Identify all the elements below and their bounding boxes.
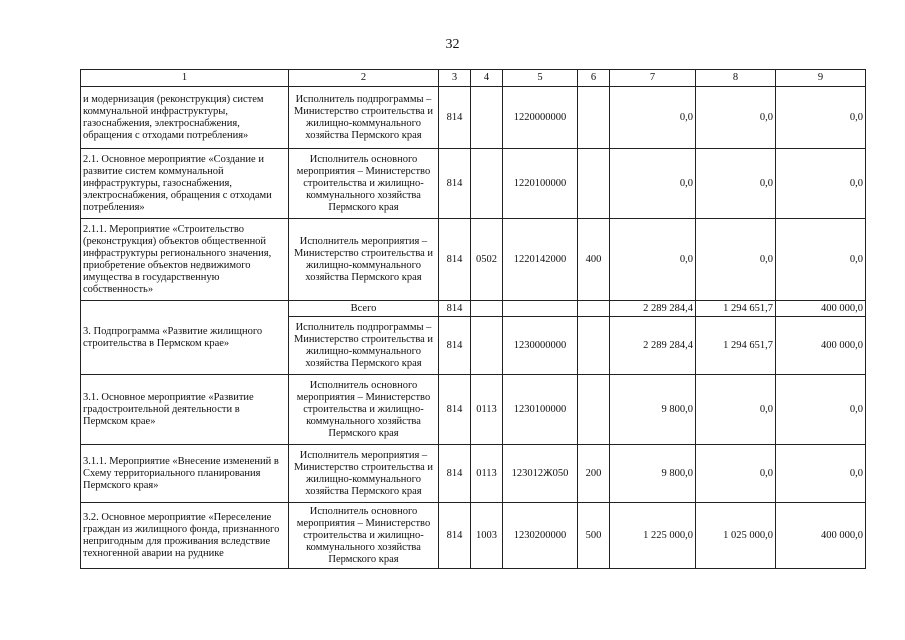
- year2-amount-cell: 1 025 000,0: [696, 503, 776, 569]
- executor-cell: Исполнитель основного мероприятия – Министерство строительства и жилищно-коммунального хозяйства Пермского края: [289, 149, 439, 219]
- year2-amount-cell: 1 294 651,7: [696, 317, 776, 375]
- year1-amount-cell: 9 800,0: [610, 375, 696, 445]
- grbs-cell: 814: [439, 149, 471, 219]
- rzpr-cell: 0113: [471, 375, 503, 445]
- executor-cell: Исполнитель мероприятия – Министерство строительства и жилищно-коммунального хозяйства Пермского края: [289, 445, 439, 503]
- grbs-cell: 814: [439, 301, 471, 317]
- year1-amount-cell: 0,0: [610, 149, 696, 219]
- vr-cell: 500: [578, 503, 610, 569]
- vr-cell: [578, 317, 610, 375]
- vr-cell: 400: [578, 219, 610, 301]
- csr-cell: 1220100000: [503, 149, 578, 219]
- year2-amount-cell: 1 294 651,7: [696, 301, 776, 317]
- year1-amount-cell: 2 289 284,4: [610, 317, 696, 375]
- year1-amount-cell: 1 225 000,0: [610, 503, 696, 569]
- table-row: [81, 503, 866, 569]
- grbs-cell: 814: [439, 219, 471, 301]
- csr-cell: 1230200000: [503, 503, 578, 569]
- column-header: 5: [503, 70, 578, 87]
- table-row-total: [81, 301, 866, 317]
- table-row: [81, 87, 866, 149]
- year1-amount-cell: 0,0: [610, 87, 696, 149]
- executor-cell: Всего: [289, 301, 439, 317]
- column-header: 2: [289, 70, 439, 87]
- year2-amount-cell: 0,0: [696, 87, 776, 149]
- vr-cell: 200: [578, 445, 610, 503]
- grbs-cell: 814: [439, 87, 471, 149]
- item-name-cell: и модернизация (реконструкция) систем коммунальной инфраструктуры, газоснабжения, электроснабжения, обращения с отходами потребления»: [81, 87, 289, 149]
- page-number: 32: [445, 37, 460, 52]
- item-name-cell: 3.2. Основное мероприятие «Переселение граждан из жилищного фонда, признанного непригодным для проживания вследствие техногенной аварии на руднике: [81, 503, 289, 569]
- item-name-cell: 3.1.1. Мероприятие «Внесение изменений в Схему территориального планирования Пермского края»: [81, 445, 289, 503]
- csr-cell: 1230000000: [503, 317, 578, 375]
- column-header: 7: [610, 70, 696, 87]
- executor-cell: Исполнитель основного мероприятия – Министерство строительства и жилищно-коммунального хозяйства Пермского края: [289, 503, 439, 569]
- rzpr-cell: 0113: [471, 445, 503, 503]
- year3-amount-cell: 0,0: [776, 375, 866, 445]
- vr-cell: [578, 149, 610, 219]
- year3-amount-cell: 0,0: [776, 149, 866, 219]
- vr-cell: [578, 375, 610, 445]
- year2-amount-cell: 0,0: [696, 375, 776, 445]
- year1-amount-cell: 0,0: [610, 219, 696, 301]
- column-header: 4: [471, 70, 503, 87]
- year3-amount-cell: 400 000,0: [776, 317, 866, 375]
- executor-cell: Исполнитель мероприятия – Министерство строительства и жилищно-коммунального хозяйства Пермского края: [289, 219, 439, 301]
- column-header: 8: [696, 70, 776, 87]
- csr-cell: 1220000000: [503, 87, 578, 149]
- grbs-cell: 814: [439, 317, 471, 375]
- rzpr-cell: 1003: [471, 503, 503, 569]
- rzpr-cell: [471, 149, 503, 219]
- rzpr-cell: [471, 317, 503, 375]
- csr-cell: [503, 301, 578, 317]
- grbs-cell: 814: [439, 445, 471, 503]
- grbs-cell: 814: [439, 503, 471, 569]
- table-row: [81, 445, 866, 503]
- vr-cell: [578, 87, 610, 149]
- grbs-cell: 814: [439, 375, 471, 445]
- column-header: 9: [776, 70, 866, 87]
- item-name-cell: 2.1.1. Мероприятие «Строительство (реконструкция) объектов общественной инфраструктуры регионального значения, приобретение объектов недвижимого имущества в государственную собственность»: [81, 219, 289, 301]
- year3-amount-cell: 0,0: [776, 219, 866, 301]
- column-header: 6: [578, 70, 610, 87]
- column-header: 1: [81, 70, 289, 87]
- budget-table: [80, 69, 866, 569]
- csr-cell: 123012Ж050: [503, 445, 578, 503]
- table-row: [81, 219, 866, 301]
- item-name-cell: 3.1. Основное мероприятие «Развитие градостроительной деятельности в Пермском крае»: [81, 375, 289, 445]
- vr-cell: [578, 301, 610, 317]
- executor-cell: Исполнитель подпрограммы – Министерство строительства и жилищно-коммунального хозяйства Пермского края: [289, 87, 439, 149]
- table-row: [81, 375, 866, 445]
- csr-cell: 1230100000: [503, 375, 578, 445]
- table-row: [81, 149, 866, 219]
- table-header-row: [81, 70, 866, 87]
- year3-amount-cell: 400 000,0: [776, 301, 866, 317]
- year1-amount-cell: 2 289 284,4: [610, 301, 696, 317]
- year3-amount-cell: 0,0: [776, 87, 866, 149]
- year2-amount-cell: 0,0: [696, 219, 776, 301]
- year3-amount-cell: 0,0: [776, 445, 866, 503]
- year2-amount-cell: 0,0: [696, 149, 776, 219]
- executor-cell: Исполнитель подпрограммы – Министерство строительства и жилищно-коммунального хозяйства Пермского края: [289, 317, 439, 375]
- year2-amount-cell: 0,0: [696, 445, 776, 503]
- column-header: 3: [439, 70, 471, 87]
- rzpr-cell: [471, 301, 503, 317]
- rzpr-cell: [471, 87, 503, 149]
- item-name-cell: 3. Подпрограмма «Развитие жилищного строительства в Пермском крае»: [81, 301, 289, 375]
- rzpr-cell: 0502: [471, 219, 503, 301]
- year1-amount-cell: 9 800,0: [610, 445, 696, 503]
- year3-amount-cell: 400 000,0: [776, 503, 866, 569]
- item-name-cell: 2.1. Основное мероприятие «Создание и развитие систем коммунальной инфраструктуры, газоснабжения, электроснабжения, обращения с отходами потребления»: [81, 149, 289, 219]
- executor-cell: Исполнитель основного мероприятия – Министерство строительства и жилищно-коммунального хозяйства Пермского края: [289, 375, 439, 445]
- csr-cell: 1220142000: [503, 219, 578, 301]
